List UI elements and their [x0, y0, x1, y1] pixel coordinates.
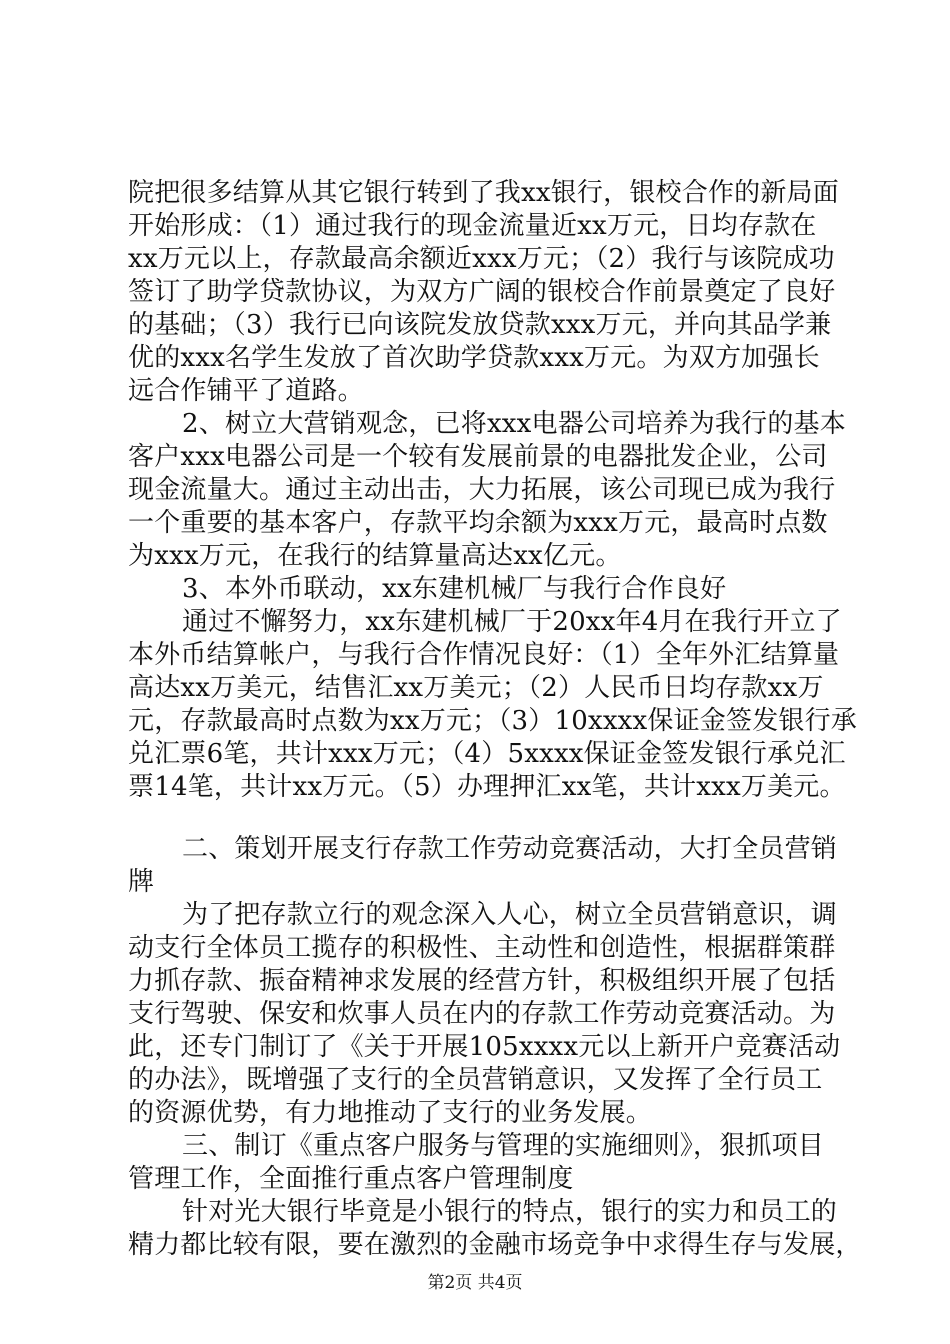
text-line: 现金流量大。通过主动出击，大力拓展，该公司现已成为我行 — [128, 475, 836, 505]
page-number-footer: 第2页 共4页 — [427, 1273, 523, 1293]
text-line: 签订了助学贷款协议，为双方广阔的银校合作前景奠定了良好 — [128, 277, 836, 307]
text-line: 的办法》，既增强了支行的全员营销意识，又发挥了全行员工 — [128, 1065, 823, 1095]
text-line: 院把很多结算从其它银行转到了我xx银行，银校合作的新局面 — [128, 178, 839, 208]
text-line: 的基础；（3）我行已向该院发放贷款xxx万元，并向其品学兼 — [128, 310, 832, 340]
text-line: 2、树立大营销观念，已将xxx电器公司培养为我行的基本 — [182, 409, 846, 439]
text-line: 的资源优势，有力地推动了支行的业务发展。 — [128, 1098, 653, 1128]
text-line: 支行驾驶、保安和炊事人员在内的存款工作劳动竞赛活动。为 — [128, 999, 836, 1029]
text-line: 优的xxx名学生发放了首次助学贷款xxx万元。为双方加强长 — [128, 343, 820, 373]
text-line: 元，存款最高时点数为xx万元；（3）10xxxx保证金签发银行承 — [128, 706, 858, 736]
section-heading: 二、策划开展支行存款工作劳动竞赛活动，大打全员营销 — [182, 834, 838, 864]
text-line: 一个重要的基本客户，存款平均余额为xxx万元，最高时点数 — [128, 508, 828, 538]
section-heading: 三、制订《重点客户服务与管理的实施细则》，狠抓项目 — [182, 1131, 825, 1161]
text-line: 票14笔，共计xx万元。（5）办理押汇xx笔，共计xxx万美元。 — [128, 772, 846, 802]
text-line: 开始形成：（1）通过我行的现金流量近xx万元，日均存款在 — [128, 211, 817, 241]
section-heading: 管理工作，全面推行重点客户管理制度 — [128, 1164, 574, 1194]
text-line: 远合作铺平了道路。 — [128, 376, 364, 406]
text-line: xx万元以上，存款最高余额近xxx万元；（2）我行与该院成功 — [128, 244, 835, 274]
text-line: 此，还专门制订了《关于开展105xxxx元以上新开户竞赛活动 — [128, 1032, 841, 1062]
text-line: 3、本外币联动，xx东建机械厂与我行合作良好 — [182, 574, 727, 604]
text-line: 为xxx万元，在我行的结算量高达xx亿元。 — [128, 541, 622, 571]
text-line: 精力都比较有限，要在激烈的金融市场竞争中求得生存与发展， — [128, 1230, 862, 1260]
text-line: 客户xxx电器公司是一个较有发展前景的电器批发企业，公司 — [128, 442, 828, 472]
text-line: 动支行全体员工揽存的积极性、主动性和创造性，根据群策群 — [128, 933, 836, 963]
text-line: 针对光大银行毕竟是小银行的特点，银行的实力和员工的 — [182, 1197, 838, 1227]
text-line: 兑汇票6笔，共计xxx万元；（4）5xxxx保证金签发银行承兑汇 — [128, 739, 846, 769]
text-line: 本外币结算帐户，与我行合作情况良好：（1）全年外汇结算量 — [128, 640, 840, 670]
text-line: 高达xx万美元，结售汇xx万美元；（2）人民币日均存款xx万 — [128, 673, 824, 703]
text-line: 为了把存款立行的观念深入人心，树立全员营销意识，调 — [182, 900, 838, 930]
text-line: 通过不懈努力，xx东建机械厂于20xx年4月在我行开立了 — [182, 607, 842, 637]
text-line: 力抓存款、振奋精神求发展的经营方针，积极组织开展了包括 — [128, 966, 836, 996]
section-heading: 牌 — [128, 867, 155, 897]
